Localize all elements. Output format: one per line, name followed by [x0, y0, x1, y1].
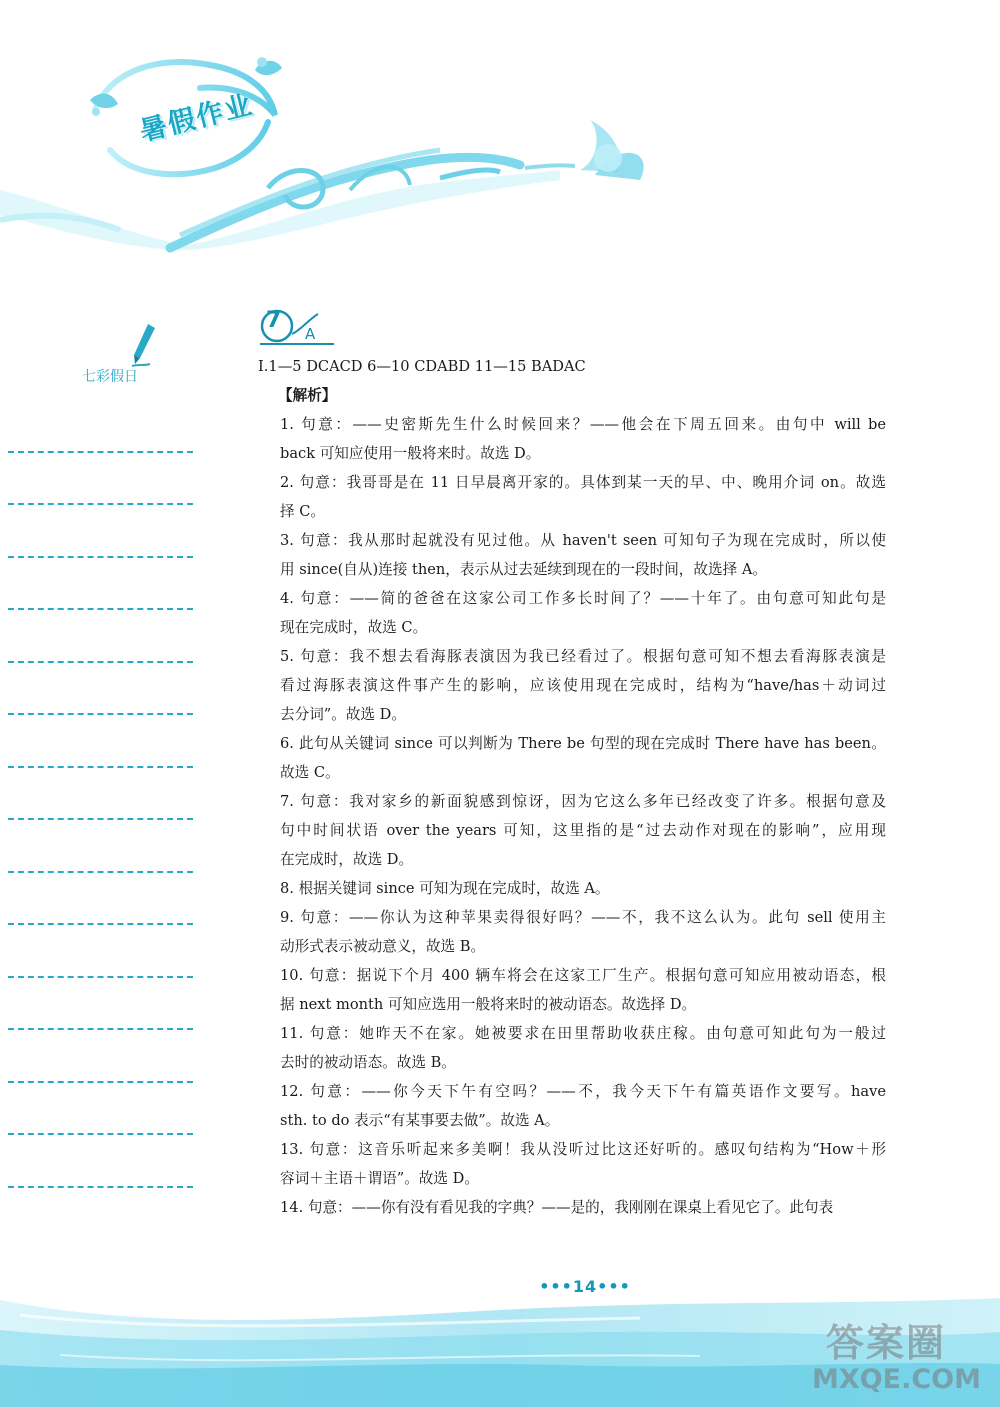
- explanation-line: 1. 句意：——史密斯先生什么时候回来？——他会在下周五回来。由句中 will be: [280, 416, 886, 433]
- explanation-line: 动形式表示被动意义，故选 B。: [280, 938, 486, 955]
- sidebar-title: 七彩假日: [82, 369, 138, 385]
- explanation-item: [258, 961, 886, 1019]
- explanation-line: 7. 句意：我对家乡的新面貌感到惊讶，因为它这么多年已经改变了许多。根据句意及: [280, 793, 886, 810]
- explanation-line: 8. 根据关键词 since 可知为现在完成时，故选 A。: [280, 880, 610, 897]
- explanation-item: [258, 1019, 886, 1077]
- explanation-line: 在完成时，故选 D。: [280, 851, 414, 868]
- note-line: [8, 453, 193, 506]
- note-line: [8, 925, 193, 978]
- header-logo-title: 暑假作业: [136, 89, 257, 148]
- explanation-item: [258, 874, 886, 903]
- explanation-item: [258, 642, 886, 729]
- page-number: •••14•••: [539, 1277, 631, 1296]
- answer-key-line: Ⅰ.1—5 DCACD 6—10 CDABD 11—15 BADAC: [258, 358, 586, 375]
- explanation-item: [258, 1135, 886, 1193]
- note-line: [8, 400, 193, 453]
- note-line: [8, 1030, 193, 1083]
- explanation-line: 4. 句意：——简的爸爸在这家公司工作多长时间了？——十年了。由句意可知此句是: [280, 590, 886, 607]
- explanation-line: sth. to do 表示“有某事要去做”。故选 A。: [280, 1112, 560, 1129]
- explanation-item: [258, 1193, 886, 1222]
- explanation-line: 11. 句意：她昨天不在家。她被要求在田里帮助收获庄稼。由句意可知此句为一般过: [280, 1025, 886, 1042]
- explanation-line: 10. 句意：据说下个月 400 辆车将会在这家工厂生产。根据句意可知应用被动语态，根: [280, 967, 886, 984]
- watermark: [812, 1312, 992, 1402]
- explanation-line: 看过海豚表演这件事产生的影响，应该使用现在完成时，结构为“have/has＋动词过: [280, 677, 886, 694]
- explanation-line: back 可知应使用一般将来时。故选 D。: [280, 445, 541, 462]
- explanation-line: 故选 C。: [280, 764, 340, 781]
- explanation-line: 现在完成时，故选 C。: [280, 619, 428, 636]
- explanation-line: 容词＋主语＋谓语”。故选 D。: [280, 1170, 479, 1187]
- explanation-item: [258, 526, 886, 584]
- explanation-item: [258, 584, 886, 642]
- explanation-line: 择 C。: [280, 503, 325, 520]
- explanation-line: 12. 句意：——你今天下午有空吗？——不，我今天下午有篇英语作文要写。have: [280, 1083, 886, 1100]
- explanation-line: 去分词”。故选 D。: [280, 706, 406, 723]
- note-line: [8, 1135, 193, 1188]
- explanation-line: 9. 句意：——你认为这种苹果卖得很好吗？——不，我不这么认为。此句 sell 使用主: [280, 909, 886, 926]
- section-letter: A: [305, 325, 316, 343]
- explanation-line: 13. 句意：这音乐听起来多美啊！我从没听过比这还好听的。感叹句结构为“How＋形: [280, 1141, 886, 1158]
- explanation-item: [258, 1077, 886, 1135]
- explanation-item: [258, 410, 886, 468]
- explanation-list: [258, 410, 886, 1222]
- note-line: [8, 505, 193, 558]
- explanation-line: 用 since(自从)连接 then，表示从过去延续到现在的一段时间，故选择 A。: [280, 561, 767, 578]
- section-number: 7: [266, 308, 282, 333]
- note-line: [8, 873, 193, 926]
- explanation-item: [258, 787, 886, 874]
- note-line: [8, 610, 193, 663]
- note-line: [8, 1083, 193, 1136]
- explanation-line: 5. 句意：我不想去看海豚表演因为我已经看过了。根据句意可知不想去看海豚表演是: [280, 648, 886, 665]
- explanation-line: 句中时间状语 over the years 可知，这里指的是“过去动作对现在的影响”，应用现: [280, 822, 886, 839]
- analysis-label: 【解析】: [278, 387, 337, 404]
- explanation-item: [258, 468, 886, 526]
- explanation-line: 2. 句意：我哥哥是在 11 日早晨离开家的。具体到某一天的早、中、晚用介词 on。故选: [280, 474, 886, 491]
- watermark-logo: 答案圈: [826, 1321, 947, 1365]
- explanation-line: 6. 此句从关键词 since 可以判断为 There be 句型的现在完成时 There have has been。: [280, 735, 886, 752]
- note-lines: [8, 400, 193, 1188]
- note-line: [8, 820, 193, 873]
- explanation-line: 14. 句意：——你有没有看见我的字典？——是的，我刚刚在课桌上看见它了。此句表: [280, 1199, 834, 1216]
- note-line: [8, 768, 193, 821]
- explanation-line: 据 next month 可知应选用一般将来时的被动语态。故选择 D。: [280, 996, 697, 1013]
- explanation-line: 3. 句意：我从那时起就没有见过他。从 haven't seen 可知句子为现在完成时，所以使: [280, 532, 886, 549]
- explanation-item: [258, 903, 886, 961]
- answer-content: [258, 352, 886, 1222]
- explanation-line: 去时的被动语态。故选 B。: [280, 1054, 456, 1071]
- pen-icon: [128, 322, 158, 368]
- note-line: [8, 663, 193, 716]
- explanation-item: [258, 729, 886, 787]
- watermark-url: MXQE.COM: [812, 1364, 981, 1395]
- note-line: [8, 558, 193, 611]
- note-line: [8, 978, 193, 1031]
- note-line: [8, 715, 193, 768]
